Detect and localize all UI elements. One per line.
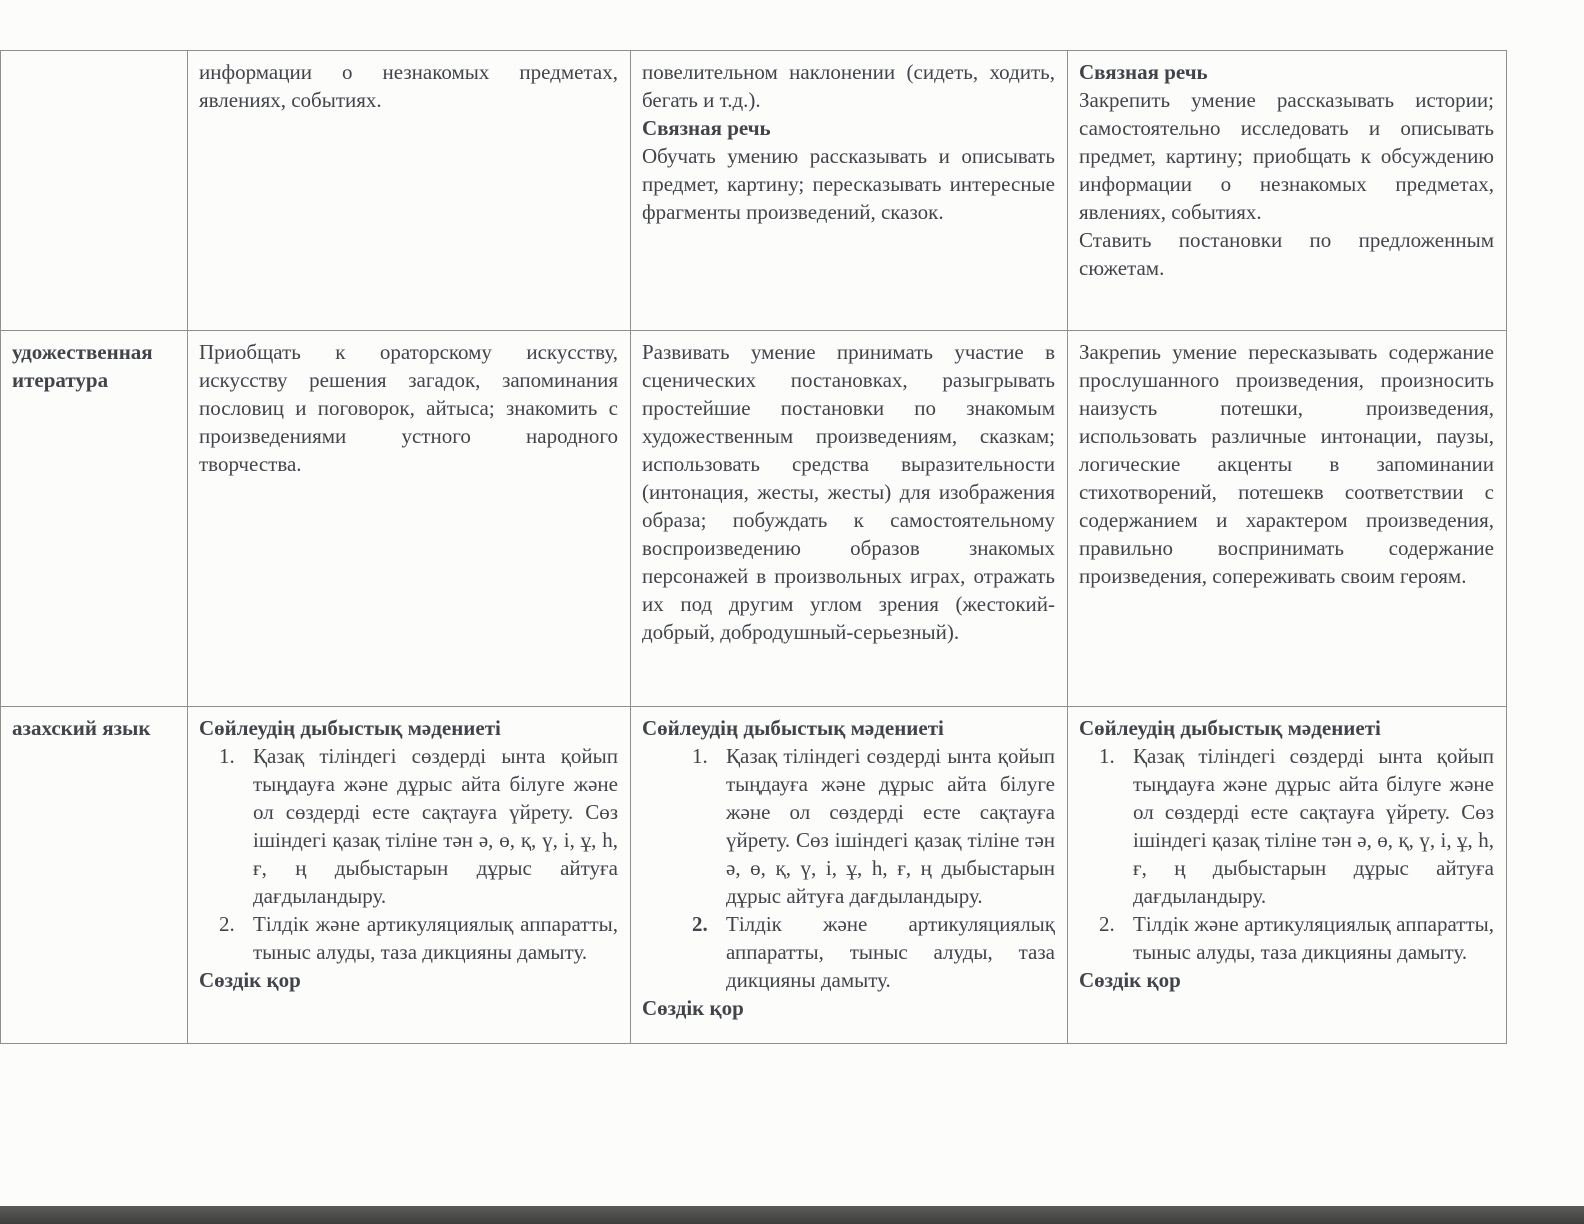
list-number: 1. [692,744,708,768]
list-item-text: Тілдік және артикуляциялық аппаратты, тыныс алуды, таза дикцияны дамыту. [253,912,618,964]
row-label-literature: удожественная итература [1,331,188,707]
numbered-list [1095,742,1494,966]
list-number: 2. [1099,912,1115,936]
list-item [1095,742,1494,910]
cell-r2c1 [188,331,631,707]
list-item-text: Қазақ тіліндегі сөздерді ынта қойып тыңдауға және дұрыс айта білуге және ол сөздерді есте сақтауға үйрету. Сөз ішіндегі қазақ тіліне тән ә, ө, қ, ү, і, ұ, h, ғ, ң дыбыстарын дұрыс айтуға дағдыландыру. [1133,744,1494,908]
cell-r3c1 [188,707,631,1044]
cell-r1c1 [188,51,631,331]
list-number: 1. [1099,744,1115,768]
row-label-kazakh-language: азахский язык [1,707,188,1044]
list-item-text: Тілдік және артикуляциялық аппаратты, тыныс алуды, таза дикцияны дамыту. [1133,912,1494,964]
row-label-empty [1,51,188,331]
section-heading: Сөздік қор [642,996,744,1020]
table-row [1,51,1507,331]
cell-r1c2 [631,51,1068,331]
cell-paragraph: Обучать умению рассказывать и описывать предмет, картину; пересказывать интересные фрагменты произведений, сказок. [642,144,1055,224]
list-number: 2. [692,912,708,936]
cell-paragraph: Приобщать к ораторскому искусству, искусству решения загадок, запоминания пословиц и поговорок, айтыса; знакомить с произведениями устного народного творчества. [199,340,618,476]
scanner-edge-bar [0,1206,1584,1224]
list-number: 1. [219,744,235,768]
section-heading: Сөздік қор [1079,968,1181,992]
numbered-list [688,742,1055,994]
cell-paragraph: Ставить постановки по предложенным сюжетам. [1079,228,1494,280]
cell-paragraph: информации о незнакомых предметах, явлениях, событиях. [199,60,618,112]
list-item-text: Тілдік және артикуляциялық аппаратты, тыныс алуды, таза дикцияны дамыту. [726,912,1055,992]
list-item [688,910,1055,994]
list-item [688,742,1055,910]
cell-paragraph: Закрепить умение рассказывать истории; самостоятельно исследовать и описывать предмет, картину; приобщать к обсуждению информации о незнакомых предметах, явлениях, событиях. [1079,88,1494,224]
cell-paragraph: повелительном наклонении (сидеть, ходить, бегать и т.д.). [642,60,1055,112]
cell-r3c2 [631,707,1068,1044]
section-heading: Связная речь [1079,60,1208,84]
cell-r2c2 [631,331,1068,707]
list-item-text: Қазақ тіліндегі сөздерді ынта қойып тыңдауға және дұрыс айта білуге және ол сөздерді есте сақтауға үйрету. Сөз ішіндегі қазақ тіліне тән ә, ө, қ, ү, і, ұ, h, ғ, ң дыбыстарын дұрыс айтуға дағдыландыру. [253,744,618,908]
cell-r3c3 [1068,707,1507,1044]
list-item [215,742,618,910]
curriculum-table [0,50,1507,1044]
cell-r2c3 [1068,331,1507,707]
list-item-text: Қазақ тіліндегі сөздерді ынта қойып тыңдауға және дұрыс айта білуге және ол сөздерді есте сақтауға үйрету. Сөз ішіндегі қазақ тіліне тән ә, ө, қ, ү, і, ұ, h, ғ, ң дыбыстарын дұрыс айтуға дағдыландыру. [726,744,1055,908]
section-heading: Сөйлеудің дыбыстық мәдениеті [1079,716,1381,740]
cell-paragraph: Развивать умение принимать участие в сценических постановках, разыгрывать простейшие постановки по знакомым художественным произведениям, сказкам; использовать средства выразительности (интонация, жесты, жесты) для изображения образа; побуждать к самостоятельному воспроизведению образов знакомых персонажей в произвольных играх, отражать их под другим углом зрения (жестокий-добрый, добродушный-серьезный). [642,340,1055,644]
list-number: 2. [219,912,235,936]
cell-paragraph: Закрепиь умение пересказывать содержание прослушанного произведения, произносить наизусть потешки, произведения, использовать различные интонации, паузы, логические акценты в запоминании стихотворений, потешекв соответствии с содержанием и характером произведения, правильно воспринимать содержание произведения, сопереживать своим героям. [1079,340,1494,588]
cell-r1c3 [1068,51,1507,331]
section-heading: Сөздік қор [199,968,301,992]
numbered-list [215,742,618,966]
list-item [215,910,618,966]
section-heading: Сөйлеудің дыбыстық мәдениеті [199,716,501,740]
section-heading: Сөйлеудің дыбыстық мәдениеті [642,716,944,740]
list-item [1095,910,1494,966]
table-row [1,707,1507,1044]
table-row [1,331,1507,707]
section-heading: Связная речь [642,116,771,140]
